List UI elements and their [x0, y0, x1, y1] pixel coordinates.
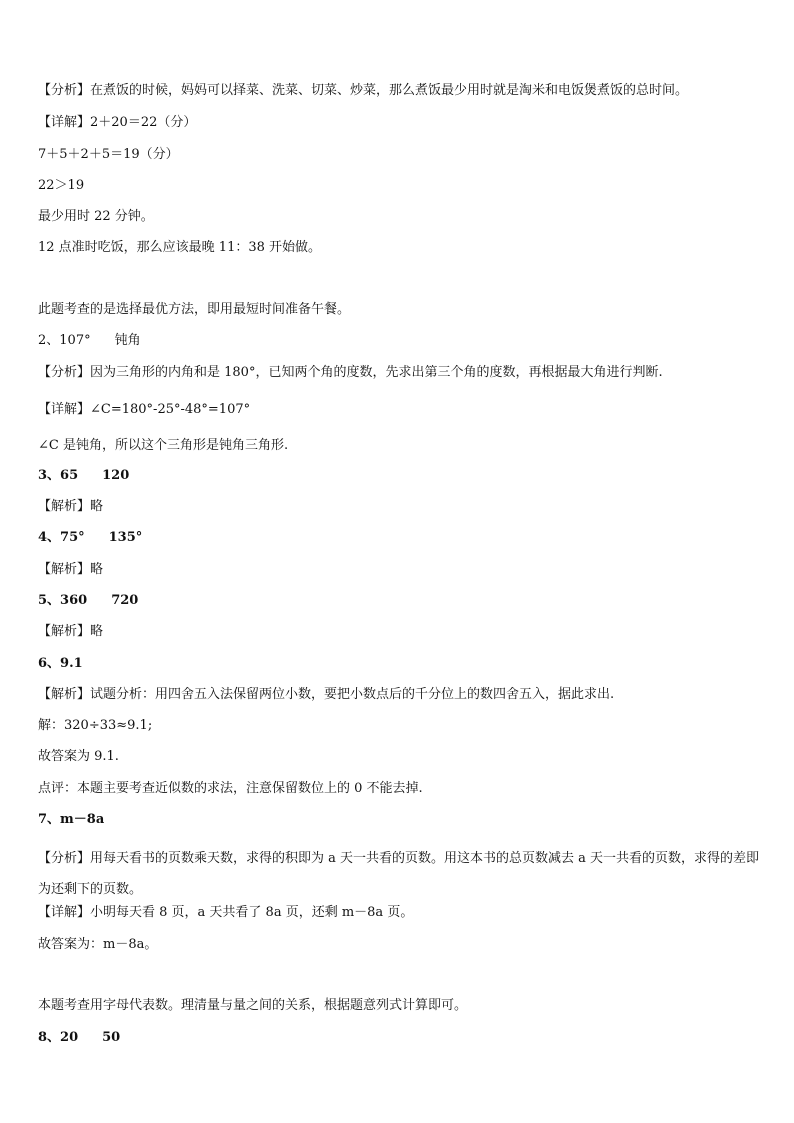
- summary-line: 此题考查的是选择最优方法，即用最短时间准备午餐。: [38, 302, 351, 317]
- calc-line: 7＋5＋2＋5＝19（分）: [38, 147, 179, 162]
- explanation-line: 【解析】略: [38, 562, 104, 577]
- explanation-line: 【解析】试题分析：用四舍五入法保留两位小数，要把小数点后的千分位上的数四舍五入，据此求出.: [38, 687, 615, 702]
- analysis-paragraph: 【分析】因为三角形的内角和是 180°，已知两个角的度数，先求出第三个角的度数，再根据最大角进行判断.: [38, 365, 663, 380]
- conclusion-line: ∠C 是钝角，所以这个三角形是钝角三角形.: [38, 438, 289, 453]
- compare-line: 22＞19: [38, 178, 85, 193]
- detail-line: 【详解】2＋20＝22（分）: [38, 115, 197, 130]
- answer-3: 3、65 120: [38, 468, 130, 483]
- answer-7: 7、m－8a: [38, 812, 105, 827]
- analysis-paragraph: 【分析】在煮饭的时候，妈妈可以择菜、洗菜、切菜、炒菜，那么煮饭最少用时就是淘米和电饭煲煮饭的总时间。: [38, 83, 689, 98]
- detail-line: 【详解】∠C=180°-25°-48°=107°: [38, 402, 251, 417]
- answer-8: 8、20 50: [38, 1030, 121, 1045]
- answer-line: 故答案为：m－8a。: [38, 937, 158, 952]
- solution-line: 解：320÷33≈9.1;: [38, 718, 153, 733]
- answer-2: 2、107° 钝角: [38, 333, 141, 348]
- answer-6: 6、9.1: [38, 656, 83, 671]
- explanation-line: 【解析】略: [38, 499, 104, 514]
- answer-5: 5、360 720: [38, 593, 139, 608]
- answer-line: 故答案为 9.1.: [38, 749, 119, 764]
- summary-line: 本题考查用字母代表数。理清量与量之间的关系，根据题意列式计算即可。: [38, 998, 468, 1013]
- answer-4: 4、75° 135°: [38, 530, 143, 545]
- comment-line: 点评：本题主要考查近似数的求法，注意保留数位上的 0 不能去掉.: [38, 781, 423, 796]
- result-line: 最少用时 22 分钟。: [38, 209, 154, 224]
- analysis-paragraph: 【分析】用每天看书的页数乘天数，求得的积即为 a 天一共看的页数。用这本书的总页数减去 a 天一共看的页数，求得的差即为还剩下的页数。: [38, 851, 760, 897]
- result-line: 12 点准时吃饭，那么应该最晚 11：38 开始做。: [38, 240, 322, 255]
- detail-line: 【详解】小明每天看 8 页，a 天共看了 8a 页，还剩 m－8a 页。: [38, 905, 414, 920]
- explanation-line: 【解析】略: [38, 624, 104, 639]
